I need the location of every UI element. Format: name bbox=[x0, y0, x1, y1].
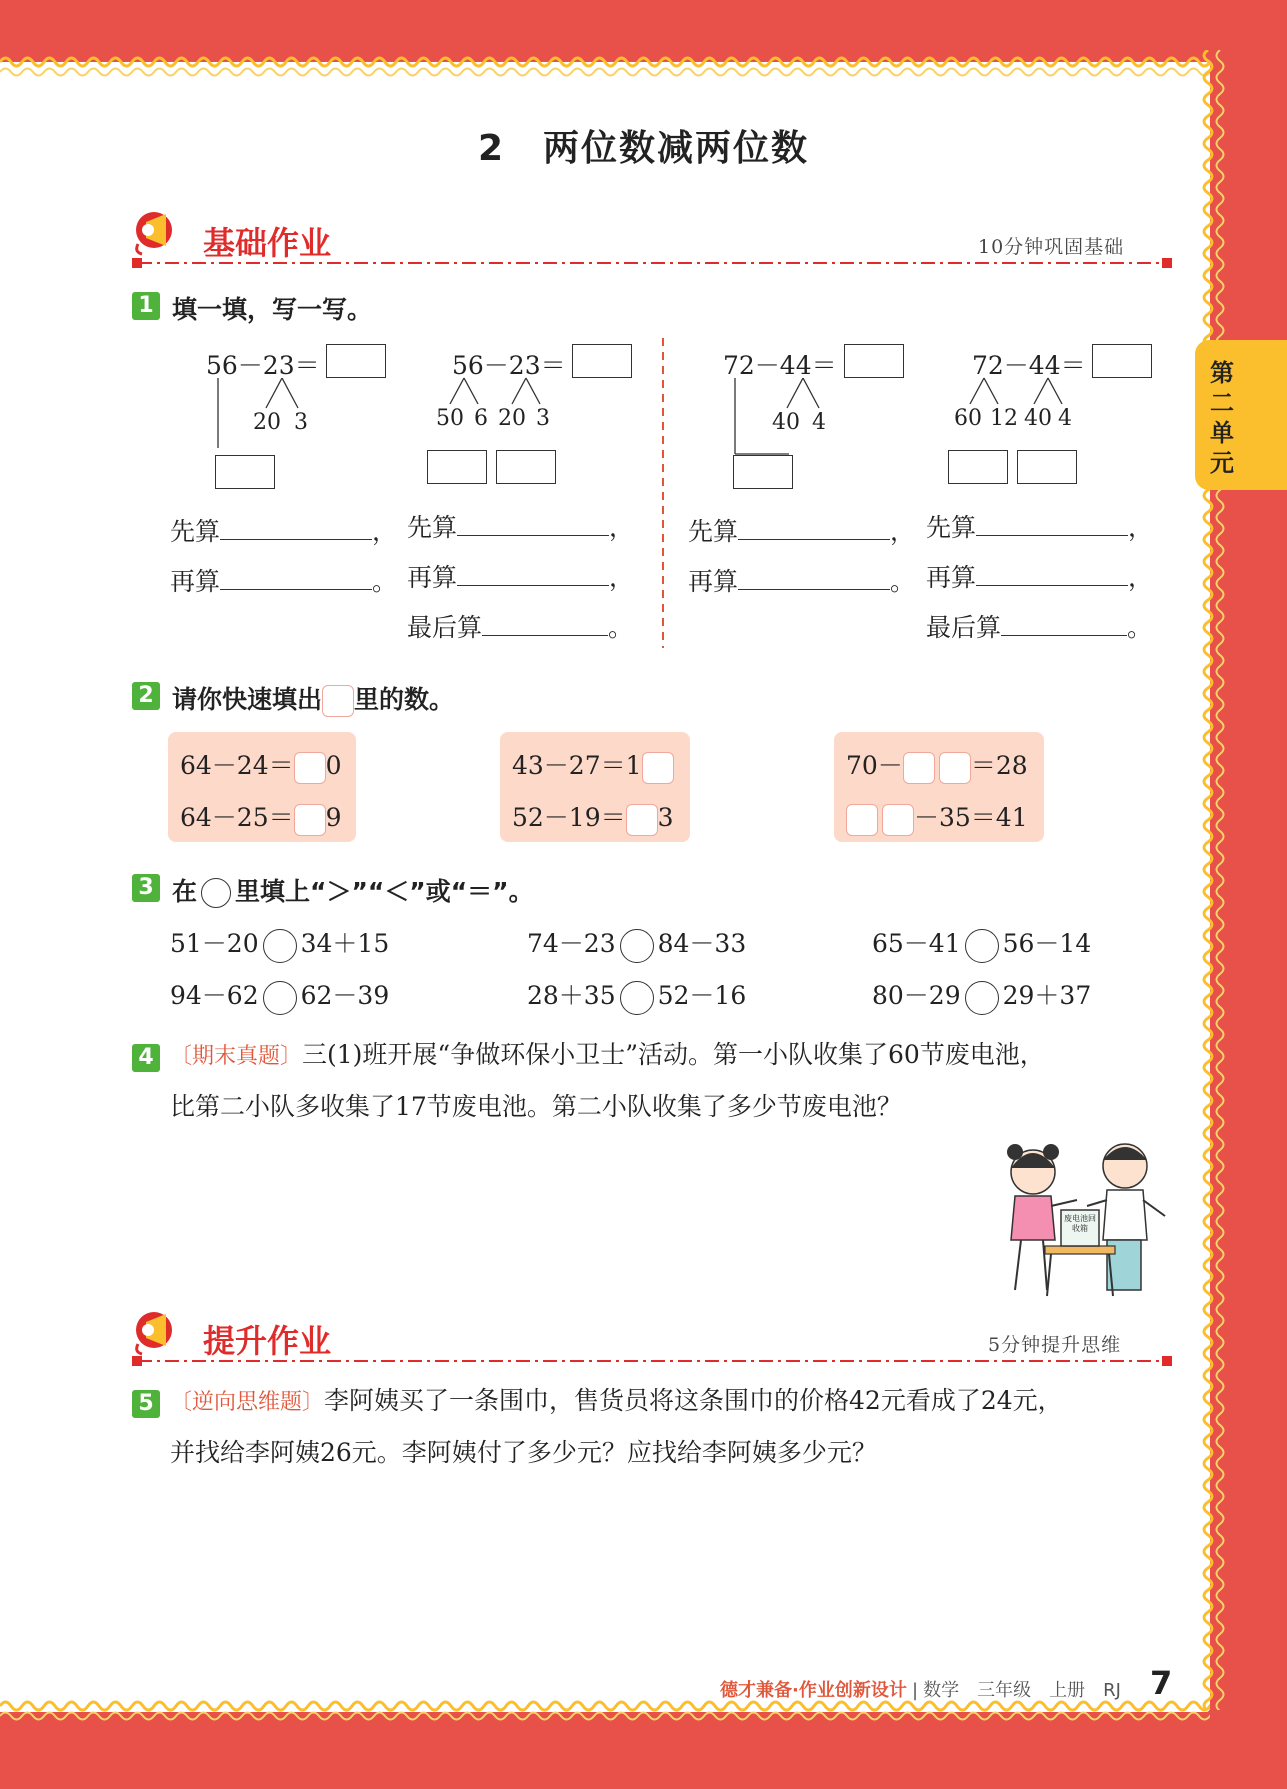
q3-r2-c2-left: 28＋35 bbox=[527, 981, 616, 1010]
q1-d-last-line[interactable] bbox=[1001, 635, 1127, 636]
q1-split-a-ones: 3 bbox=[294, 410, 308, 435]
q1-answer-box-d[interactable] bbox=[1092, 344, 1152, 378]
q2-g1-row2-left: 64－25＝ bbox=[180, 803, 294, 832]
q3-prompt-pre: 在 bbox=[172, 877, 198, 906]
q3-r2-c2 bbox=[527, 976, 746, 1015]
q1-b-first-label: 先算 bbox=[407, 513, 458, 542]
q3-r1-c2-right: 84－33 bbox=[657, 929, 747, 958]
q1-split-a-tens: 20 bbox=[253, 410, 281, 435]
q1-step-box-c[interactable] bbox=[733, 455, 793, 489]
q3-r2-c3-left: 80－29 bbox=[872, 981, 961, 1010]
q2-prompt-pre: 请你快速填出 bbox=[172, 685, 323, 714]
question-number-4: 4 bbox=[132, 1044, 160, 1072]
footer bbox=[720, 1676, 1121, 1702]
q1-split-d-2: 12 bbox=[990, 406, 1018, 431]
q1-b-then-label: 再算 bbox=[407, 563, 458, 592]
q1-c-first-row bbox=[688, 512, 915, 548]
q1-split-b-1: 50 bbox=[436, 406, 464, 431]
q2-g2-row1-box[interactable] bbox=[642, 752, 674, 784]
q1-step-box-b2[interactable] bbox=[496, 450, 556, 484]
q2-g2-row2 bbox=[512, 798, 674, 836]
recycle-bin-label: 废电池回收箱 bbox=[1064, 1214, 1096, 1233]
q3-r2-c3 bbox=[872, 976, 1091, 1015]
q1-d-last-row bbox=[926, 608, 1152, 644]
q2-g1-row1-right: 0 bbox=[325, 751, 342, 780]
q1-step-box-d1[interactable] bbox=[948, 450, 1008, 484]
q5-tag: 〔逆向思维题〕 bbox=[170, 1390, 325, 1415]
q1-b-last-period: 。 bbox=[608, 613, 634, 642]
q3-r2-c1 bbox=[170, 976, 389, 1015]
q2-g2-row1-left: 43－27＝1 bbox=[512, 751, 642, 780]
q1-d-first-line[interactable] bbox=[976, 535, 1128, 536]
q2-g3-row1-left: 70－ bbox=[846, 751, 903, 780]
q5-line1: 李阿姨买了一条围巾，售货员将这条围巾的价格42元看成了24元， bbox=[324, 1386, 1063, 1415]
q1-d-then-comma: ， bbox=[1128, 563, 1154, 592]
q1-a-first-comma: ， bbox=[372, 517, 398, 546]
q2-g2-row2-box[interactable] bbox=[626, 804, 658, 836]
q3-r1-c2 bbox=[527, 924, 746, 963]
question-number-2: 2 bbox=[132, 682, 160, 710]
q1-step-box-d2[interactable] bbox=[1017, 450, 1077, 484]
q1-step-box-a[interactable] bbox=[215, 455, 275, 489]
q1-d-last-period: 。 bbox=[1127, 613, 1153, 642]
q1-split-c-tens: 40 bbox=[772, 410, 800, 435]
question-1-prompt: 填一填，写一写。 bbox=[172, 295, 373, 324]
q1-expr-d: 72－44＝ bbox=[972, 351, 1086, 380]
q2-g3-row1-box2[interactable] bbox=[939, 752, 971, 784]
q1-b-first-comma: ， bbox=[609, 513, 635, 542]
q3-r2-c1-left: 94－62 bbox=[170, 981, 259, 1010]
q2-g1-row1 bbox=[180, 746, 342, 784]
q3-r1-c3 bbox=[872, 924, 1091, 963]
question-5-text bbox=[170, 1376, 1180, 1478]
q1-c-then-label: 再算 bbox=[688, 567, 739, 596]
q2-g1-row2-box[interactable] bbox=[294, 804, 326, 836]
q1-b-last-line[interactable] bbox=[482, 635, 608, 636]
q1-d-then-label: 再算 bbox=[926, 563, 977, 592]
question-number-5: 5 bbox=[132, 1390, 160, 1418]
question-number-3: 3 bbox=[132, 874, 160, 902]
q2-g2-row1 bbox=[512, 746, 674, 784]
section-basic-time: 10分钟巩固基础 bbox=[978, 236, 1125, 258]
q1-d-last-label: 最后算 bbox=[926, 613, 1002, 642]
q3-r1-c1 bbox=[170, 924, 389, 963]
wave-border-right bbox=[1194, 50, 1234, 1710]
q1-a-then-period: 。 bbox=[372, 567, 398, 596]
q1-split-d-1: 60 bbox=[954, 406, 982, 431]
q2-g2-row2-left: 52－19＝ bbox=[512, 803, 626, 832]
footer-separator: | bbox=[911, 1680, 919, 1701]
q3-r1-c2-left: 74－23 bbox=[527, 929, 616, 958]
q2-g3-row2-box1[interactable] bbox=[846, 804, 878, 836]
q1-split-d-4: 4 bbox=[1058, 406, 1072, 431]
q1-a-then-row bbox=[170, 562, 397, 598]
section-advanced-title: 提升作业 bbox=[203, 1322, 332, 1360]
q1-split-d-3: 40 bbox=[1024, 406, 1052, 431]
q2-g3-row1-right: ＝28 bbox=[970, 751, 1028, 780]
q1-d-first-label: 先算 bbox=[926, 513, 977, 542]
footer-info: 数学 三年级 上册 RJ bbox=[923, 1680, 1121, 1701]
q1-split-b-2: 6 bbox=[474, 406, 488, 431]
q2-prompt-post: 里的数。 bbox=[354, 685, 455, 714]
q1-c-first-comma: ， bbox=[890, 517, 916, 546]
q1-answer-box-a[interactable] bbox=[326, 344, 386, 378]
q3-r2-c2-right: 52－16 bbox=[657, 981, 747, 1010]
q1-a-then-line[interactable] bbox=[220, 589, 372, 590]
wave-border-top bbox=[0, 48, 1210, 88]
q1-a-then-label: 再算 bbox=[170, 567, 221, 596]
megaphone-icon bbox=[132, 1306, 182, 1356]
q2-g1-row1-box[interactable] bbox=[294, 752, 326, 784]
question-4-text bbox=[170, 1030, 1180, 1132]
q2-g1-row1-left: 64－24＝ bbox=[180, 751, 294, 780]
q4-tag: 〔期末真题〕 bbox=[170, 1044, 303, 1069]
q1-answer-box-c[interactable] bbox=[844, 344, 904, 378]
q1-c-first-line[interactable] bbox=[738, 539, 890, 540]
q2-g3-row2 bbox=[846, 798, 1028, 836]
section-advanced-time: 5分钟提升思维 bbox=[988, 1334, 1122, 1356]
q1-c-then-row bbox=[688, 562, 915, 598]
section-basic-title: 基础作业 bbox=[203, 224, 332, 262]
q1-expr-a: 56－23＝ bbox=[206, 351, 320, 380]
question-2-prompt bbox=[172, 680, 454, 717]
q3-r2-c2-circle[interactable] bbox=[620, 981, 654, 1015]
q1-split-c-ones: 4 bbox=[812, 410, 826, 435]
q3-r2-c1-circle[interactable] bbox=[263, 981, 297, 1015]
q4-line1: 三(1)班开展“争做环保小卫士”活动。第一小队收集了60节废电池， bbox=[302, 1040, 1045, 1069]
q3-r1-c1-circle[interactable] bbox=[263, 929, 297, 963]
q4-line2: 比第二小队多收集了17节废电池。第二小队收集了多少节废电池？ bbox=[170, 1092, 902, 1121]
q3-r1-c1-right: 34＋15 bbox=[300, 929, 390, 958]
q1-a-first-label: 先算 bbox=[170, 517, 221, 546]
q3-r2-c1-right: 62－39 bbox=[300, 981, 390, 1010]
q1-step-box-b1[interactable] bbox=[427, 450, 487, 484]
q1-column-divider bbox=[660, 338, 666, 648]
section-divider bbox=[132, 256, 1172, 270]
q1-b-then-line[interactable] bbox=[457, 585, 609, 586]
question-number-1: 1 bbox=[132, 292, 160, 320]
q1-expr-b: 56－23＝ bbox=[452, 351, 566, 380]
q1-a-first-line[interactable] bbox=[220, 539, 372, 540]
q2-g1-row2 bbox=[180, 798, 342, 836]
q2-g3-row2-box2[interactable] bbox=[882, 804, 914, 836]
q3-r1-c3-left: 65－41 bbox=[872, 929, 961, 958]
q1-answer-box-b[interactable] bbox=[572, 344, 632, 378]
unit-side-tab-label: 第 二 单 元 bbox=[1210, 359, 1234, 477]
q1-d-then-row bbox=[926, 558, 1153, 594]
q1-branch-d bbox=[950, 376, 1090, 408]
q1-b-last-label: 最后算 bbox=[407, 613, 483, 642]
section-divider bbox=[132, 1354, 1172, 1368]
q3-r2-c3-circle[interactable] bbox=[965, 981, 999, 1015]
q1-d-first-comma: ， bbox=[1128, 513, 1154, 542]
q1-b-last-row bbox=[407, 608, 633, 644]
q1-b-first-row bbox=[407, 508, 634, 544]
q2-g3-row2-right: －35＝41 bbox=[914, 803, 1028, 832]
q2-prompt-box bbox=[322, 685, 354, 717]
q2-g3-row1-box1[interactable] bbox=[903, 752, 935, 784]
q2-g3-row1 bbox=[846, 746, 1028, 784]
q3-r1-c3-circle[interactable] bbox=[965, 929, 999, 963]
q1-split-b-3: 20 bbox=[498, 406, 526, 431]
q1-c-then-period: 。 bbox=[890, 567, 916, 596]
q1-c-first-label: 先算 bbox=[688, 517, 739, 546]
q3-r1-c2-circle[interactable] bbox=[620, 929, 654, 963]
q1-d-then-line[interactable] bbox=[976, 585, 1128, 586]
q3-r1-c3-right: 56－14 bbox=[1002, 929, 1092, 958]
megaphone-icon bbox=[132, 206, 182, 256]
q1-c-then-line[interactable] bbox=[738, 589, 890, 590]
q1-a-first-row bbox=[170, 512, 397, 548]
q3-prompt-circle bbox=[201, 878, 231, 908]
q1-expr-c: 72－44＝ bbox=[723, 351, 837, 380]
q1-split-b-4: 3 bbox=[536, 406, 550, 431]
page-title: 2 两位数减两位数 bbox=[477, 128, 810, 169]
q2-g2-row2-right: 3 bbox=[657, 803, 674, 832]
q5-line2: 并找给李阿姨26元。李阿姨付了多少元？应找给李阿姨多少元？ bbox=[170, 1438, 877, 1467]
q3-prompt-post: 里填上“＞”“＜”或“＝”。 bbox=[235, 877, 534, 906]
q1-b-then-row bbox=[407, 558, 634, 594]
q2-g1-row2-right: 9 bbox=[325, 803, 342, 832]
q1-branch-b bbox=[432, 376, 572, 408]
page-number: 7 bbox=[1150, 1664, 1173, 1702]
question-3-prompt bbox=[172, 872, 534, 908]
q1-d-first-row bbox=[926, 508, 1153, 544]
q1-b-then-comma: ， bbox=[609, 563, 635, 592]
q3-r1-c1-left: 51－20 bbox=[170, 929, 259, 958]
q1-b-first-line[interactable] bbox=[457, 535, 609, 536]
q3-r2-c3-right: 29＋37 bbox=[1002, 981, 1092, 1010]
footer-brand: 德才兼备·作业创新设计 bbox=[720, 1680, 907, 1701]
